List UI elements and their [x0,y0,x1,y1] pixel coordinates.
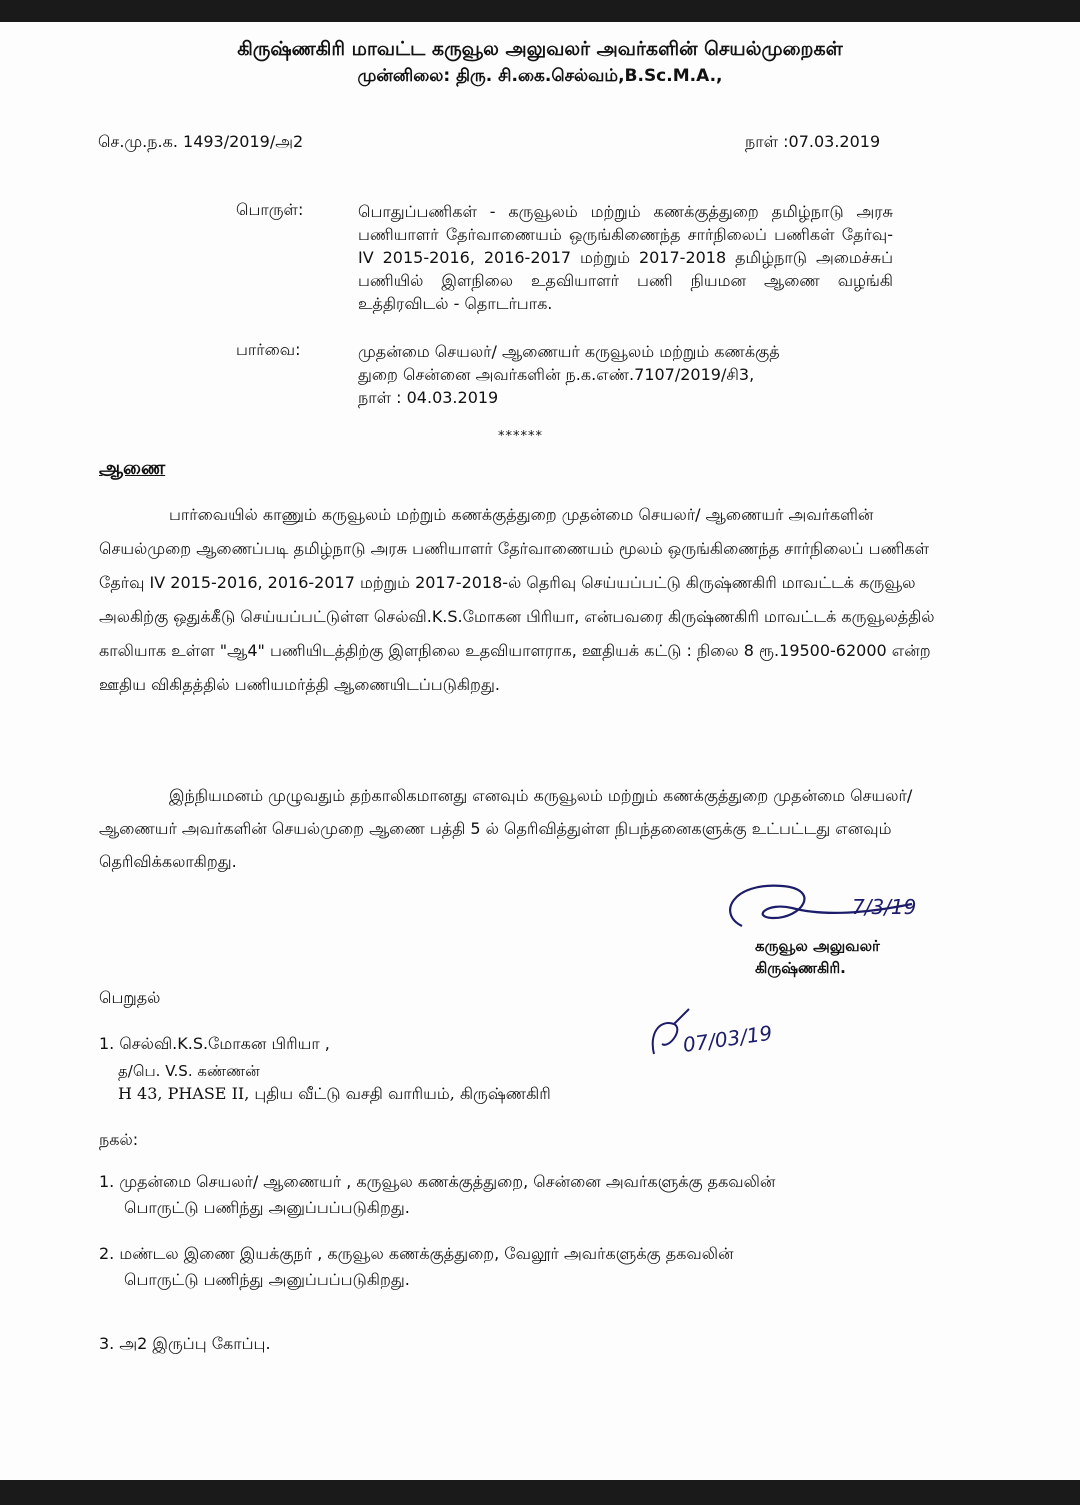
copy-item-3: 3. அ2 இருப்பு கோப்பு. [99,1334,271,1353]
reference-number: செ.மு.ந.க. 1493/2019/அ2 [98,132,304,151]
order-paragraph-1 [99,498,949,702]
reference-label: பார்வை: [236,340,301,359]
signatory-place: கிருஷ்ணகிரி. [755,959,846,977]
top-border [0,0,1080,22]
recipient-heading: பெறுதல் [99,988,161,1007]
copy-item-1-cont: பொருட்டு பணிந்து அனுப்பப்படுகிறது. [124,1198,410,1217]
document-page [0,22,1080,1480]
subject-label: பொருள்: [236,200,304,219]
order-heading: ஆணை [99,457,166,479]
order-paragraph-2-text: இந்நியமனம் முழுவதும் தற்காலிகமானது எனவும் கருவூலம் மற்றும் கணக்குத்துறை முதன்மை செயலர்/ ஆணையர் அவர்களின் செயல்முறை ஆணை பத்தி 5 ல் தெரிவித்துள்ள நிபந்தனைகளுக்கு உட்பட்டது எனவும் தெரிவிக்கலாகிறது. [99,786,913,871]
reference-date: நாள் :07.03.2019 [745,132,881,151]
order-paragraph-1-text: பார்வையில் காணும் கருவூலம் மற்றும் கணக்குத்துறை முதன்மை செயலர்/ ஆணையர் அவர்களின் செயல்முறை ஆணைப்படி தமிழ்நாடு அரசு பணியாளர் தேர்வாணையம் மூலம் ஒருங்கிணைந்த சார்நிலைப் பணிகள் தேர்வு IV 2015-2016, 2016-2017 மற்றும் 2017-2018-ல் தெரிவு செய்யப்பட்டு கிருஷ்ணகிரி மாவட்டக் கருவூல அலகிற்கு ஒதுக்கீடு செய்யப்பட்டுள்ள செல்வி.K.S.மோகன பிரியா, என்பவரை கிருஷ்ணகிரி மாவட்டக் கருவூலத்தில் காலியாக உள்ள "ஆ4" பணியிடத்திற்கு இளநிலை உதவியாளராக, ஊதியக் கட்டு : நிலை 8 ரூ.19500-62000 என்ற ஊதிய விகிதத்தில் பணியமர்த்தி ஆணையிடப்படுகிறது. [99,505,935,694]
signature-date: 7/3/19 [852,895,917,919]
copy-heading: நகல்: [99,1130,139,1149]
copy-item-1: 1. முதன்மை செயலர்/ ஆணையர் , கருவூல கணக்குத்துறை, சென்னை அவர்களுக்கு தகவலின் [99,1172,776,1191]
copy-item-2-cont: பொருட்டு பணிந்து அனுப்பப்படுகிறது. [124,1270,410,1289]
reference-line: துறை சென்னை அவர்களின் ந.க.எண்.7107/2019/சி3, [358,365,755,384]
reference-text [358,340,893,409]
presiding-officer: முன்னிலை: திரு. சி.கை.செல்வம்,B.Sc.M.A., [357,66,723,86]
subject-text: பொதுப்பணிகள் - கருவூலம் மற்றும் கணக்குத்துறை தமிழ்நாடு அரசு பணியாளர் தேர்வாணையம் ஒருங்கிணைந்த சார்நிலைப் பணிகள் தேர்வு-IV 2015-2016, 2016-2017 மற்றும் 2017-2018 தமிழ்நாடு அமைச்சுப் பணியில் இளநிலை உதவியாளர் பணி நியமன ஆணை வழங்கி உத்திரவிடல் - தொடர்பாக. [358,202,893,313]
recipient-father: த/பெ. V.S. கண்ணன் [118,1062,260,1080]
initial-stamp [644,994,794,1074]
reference-line: முதன்மை செயலர்/ ஆணையர் கருவூலம் மற்றும் கணக்குத் [358,342,780,361]
recipient-address: H 43, PHASE II, புதிய வீட்டு வசதி வாரியம், கிருஷ்ணகிரி [118,1084,551,1103]
signatory-title: கருவூல அலுவலர் [755,937,880,955]
order-paragraph-2 [99,779,949,878]
copy-item-2: 2. மண்டல இணை இயக்குநர் , கருவூல கணக்குத்துறை, வேலூர் அவர்களுக்கு தகவலின் [99,1244,734,1263]
separator: ****** [498,429,543,444]
office-header: கிருஷ்ணகிரி மாவட்ட கருவூல அலுவலர் அவர்களின் செயல்முறைகள் [237,38,843,60]
reference-line: நாள் : 04.03.2019 [358,388,499,407]
signature-mark [712,874,922,944]
recipient-name: 1. செல்வி.K.S.மோகன பிரியா , [99,1034,330,1053]
bottom-border [0,1480,1080,1505]
stamp-date: 07/03/19 [681,1020,774,1057]
